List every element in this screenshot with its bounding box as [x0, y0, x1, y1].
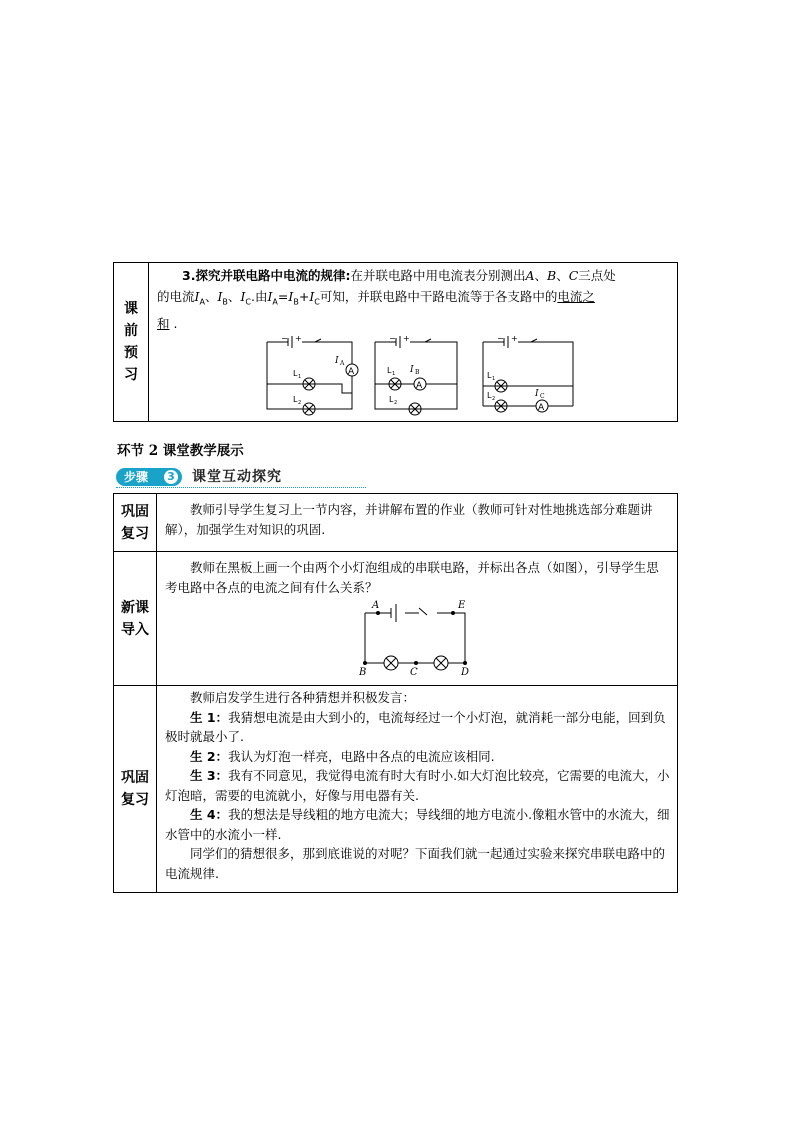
side-label-line: 新课	[121, 599, 149, 616]
d1-L1-sub: 1	[298, 373, 302, 380]
side-label-line: 复习	[121, 525, 149, 542]
step-pill	[116, 468, 182, 486]
series-circuit-nodes	[363, 611, 467, 665]
side-char: 预	[124, 344, 138, 361]
parallel-circuits-figure	[157, 336, 657, 418]
d3-current-sub: C	[540, 392, 545, 400]
preview-text: 三点处	[578, 268, 616, 283]
side-char: 课	[124, 300, 138, 317]
sep: 、	[204, 289, 218, 304]
point-b: B	[547, 268, 557, 283]
step-underline	[116, 487, 366, 488]
d3-current-label: I	[535, 388, 539, 399]
sub: A	[272, 297, 278, 307]
preview-paragraph	[157, 265, 671, 286]
row1-side-label	[114, 494, 157, 552]
d1-plus: +	[295, 335, 302, 343]
preview-intro: 在并联电路中用电流表分别测出	[350, 268, 526, 283]
row1-paragraph: 教师引导学生复习上一节内容，并讲解布置的作业（教师可针对性地挑选部分难题讲解），加强学生对知识的巩固.	[165, 502, 653, 537]
sub: C	[245, 297, 251, 307]
student-1	[165, 708, 671, 747]
student-2	[165, 747, 671, 767]
row2-side-label	[114, 552, 157, 686]
d2-L2-sub: 2	[394, 399, 398, 406]
preview-text: .由	[250, 289, 268, 304]
row2-paragraph: 教师在黑板上画一个由两个小灯泡组成的串联电路，并标出各点（如图），引导学生思考电路中各点的电流之间有什么关系？	[165, 560, 659, 595]
student-name: 生 4：	[190, 807, 229, 822]
d3-plus: +	[511, 335, 518, 343]
student-text: 我有不同意见，我觉得电流有时大有时小.如大灯泡比较亮，它需要的电流大，小灯泡暗，需要的电流就小，好像与用电器有关.	[165, 768, 670, 803]
point-d-label: D	[461, 667, 470, 675]
sub: A	[199, 297, 205, 307]
preview-content	[149, 263, 678, 422]
preview-heading: 3.探究并联电路中电流的规律:	[182, 268, 351, 283]
preview-conclusion: 可知，并联电路中干路电流等于各支路中的	[319, 289, 558, 304]
student-text: 我的想法是导线粗的地方电流大；导线细的地方电流小.像粗水管中的水流大，细水管中的水流小一样.	[165, 807, 670, 842]
d2-plus: +	[403, 335, 410, 343]
sub: C	[314, 297, 320, 307]
row3-closing: 同学们的猜想很多，那到底谁说的对呢？下面我们就一起通过实验来探究串联电路中的电流规律.	[165, 846, 666, 881]
current-symbol: I	[267, 289, 273, 304]
d2-L1: L	[387, 365, 392, 375]
sep: 、	[556, 268, 569, 283]
student-text: 我认为灯泡一样亮，电路中各点的电流应该相同.	[228, 748, 495, 764]
sub: B	[293, 297, 299, 307]
d2-current-sub: B	[415, 368, 420, 376]
d3-L2-sub: 2	[492, 395, 496, 402]
point-a-label: A	[372, 600, 380, 611]
series-circuit-figure	[165, 599, 665, 675]
preview-text: 的电流	[157, 289, 195, 304]
d2-current-label: I	[410, 364, 414, 375]
student-name: 生 2：	[190, 748, 229, 764]
step-pill-label: 步骤	[124, 470, 149, 484]
student-text: 我猜想电流是由大到小的，电流每经过一个小灯泡，就消耗一部分电能，回到负极时就最小了.	[165, 709, 666, 744]
circuit-diagram-3	[483, 336, 573, 412]
d3-L1-sub: 1	[492, 375, 496, 382]
d3-minus: −	[497, 335, 504, 343]
d1-minus: −	[281, 335, 288, 343]
side-label-line: 巩固	[121, 770, 149, 786]
current-symbol: I	[288, 289, 294, 304]
period: .	[173, 315, 178, 331]
step-banner	[116, 466, 366, 488]
step-number-badge: 3	[164, 470, 178, 484]
point-a: A	[525, 268, 535, 283]
current-symbol: I	[194, 289, 200, 304]
student-name: 生 1：	[190, 709, 229, 725]
d1-L1: L	[293, 368, 298, 378]
preview-side-label	[114, 263, 149, 422]
current-symbol: I	[217, 289, 223, 304]
d3-ammeter-label: A	[538, 402, 545, 413]
side-label-line: 复习	[121, 792, 149, 808]
point-e-label: E	[458, 600, 466, 611]
point-b-label: B	[359, 667, 367, 675]
row3-side-label	[114, 686, 157, 893]
plus: +	[298, 289, 310, 304]
d2-ammeter-label: A	[416, 380, 423, 391]
answer-blank: 电流之	[557, 289, 595, 304]
student-name: 生 3：	[190, 768, 229, 783]
sub: B	[222, 297, 228, 307]
series-circuit	[365, 604, 465, 670]
d3-L1: L	[487, 370, 492, 380]
d1-current-sub: A	[340, 359, 345, 367]
point-c: C	[568, 268, 579, 283]
row3-content	[157, 686, 678, 893]
interaction-table	[113, 493, 678, 893]
d2-L1-sub: 1	[392, 370, 396, 377]
step-title: 课堂互动探究	[192, 469, 282, 485]
section-heading: 环节 2 课堂教学展示	[117, 443, 244, 459]
side-label-line: 巩固	[121, 503, 149, 520]
student-4	[165, 805, 671, 844]
d3-L2: L	[487, 390, 492, 400]
row1-content	[157, 494, 678, 552]
d1-current-label: I	[335, 355, 339, 366]
preview-paragraph-2	[157, 286, 671, 334]
side-char: 前	[124, 322, 138, 339]
d2-minus: −	[389, 335, 396, 343]
answer-blank: 和	[157, 315, 170, 331]
circuit-diagram-1	[267, 336, 358, 415]
preview-table	[113, 262, 678, 422]
side-label-line: 导入	[121, 621, 149, 638]
d1-L2: L	[293, 394, 298, 404]
point-c-label: C	[410, 667, 418, 675]
current-symbol: I	[240, 289, 246, 304]
sep: 、	[227, 289, 241, 304]
student-3	[165, 766, 671, 805]
sep: 、	[534, 268, 548, 283]
row3-intro: 教师启发学生进行各种猜想并积极发言：	[190, 690, 416, 705]
current-symbol: I	[309, 289, 315, 304]
d1-L2-sub: 2	[298, 399, 302, 406]
d1-ammeter-label: A	[348, 366, 355, 377]
row2-content	[157, 552, 678, 686]
d2-L2: L	[389, 394, 394, 404]
eq: =	[277, 289, 289, 304]
side-char: 习	[124, 366, 138, 383]
